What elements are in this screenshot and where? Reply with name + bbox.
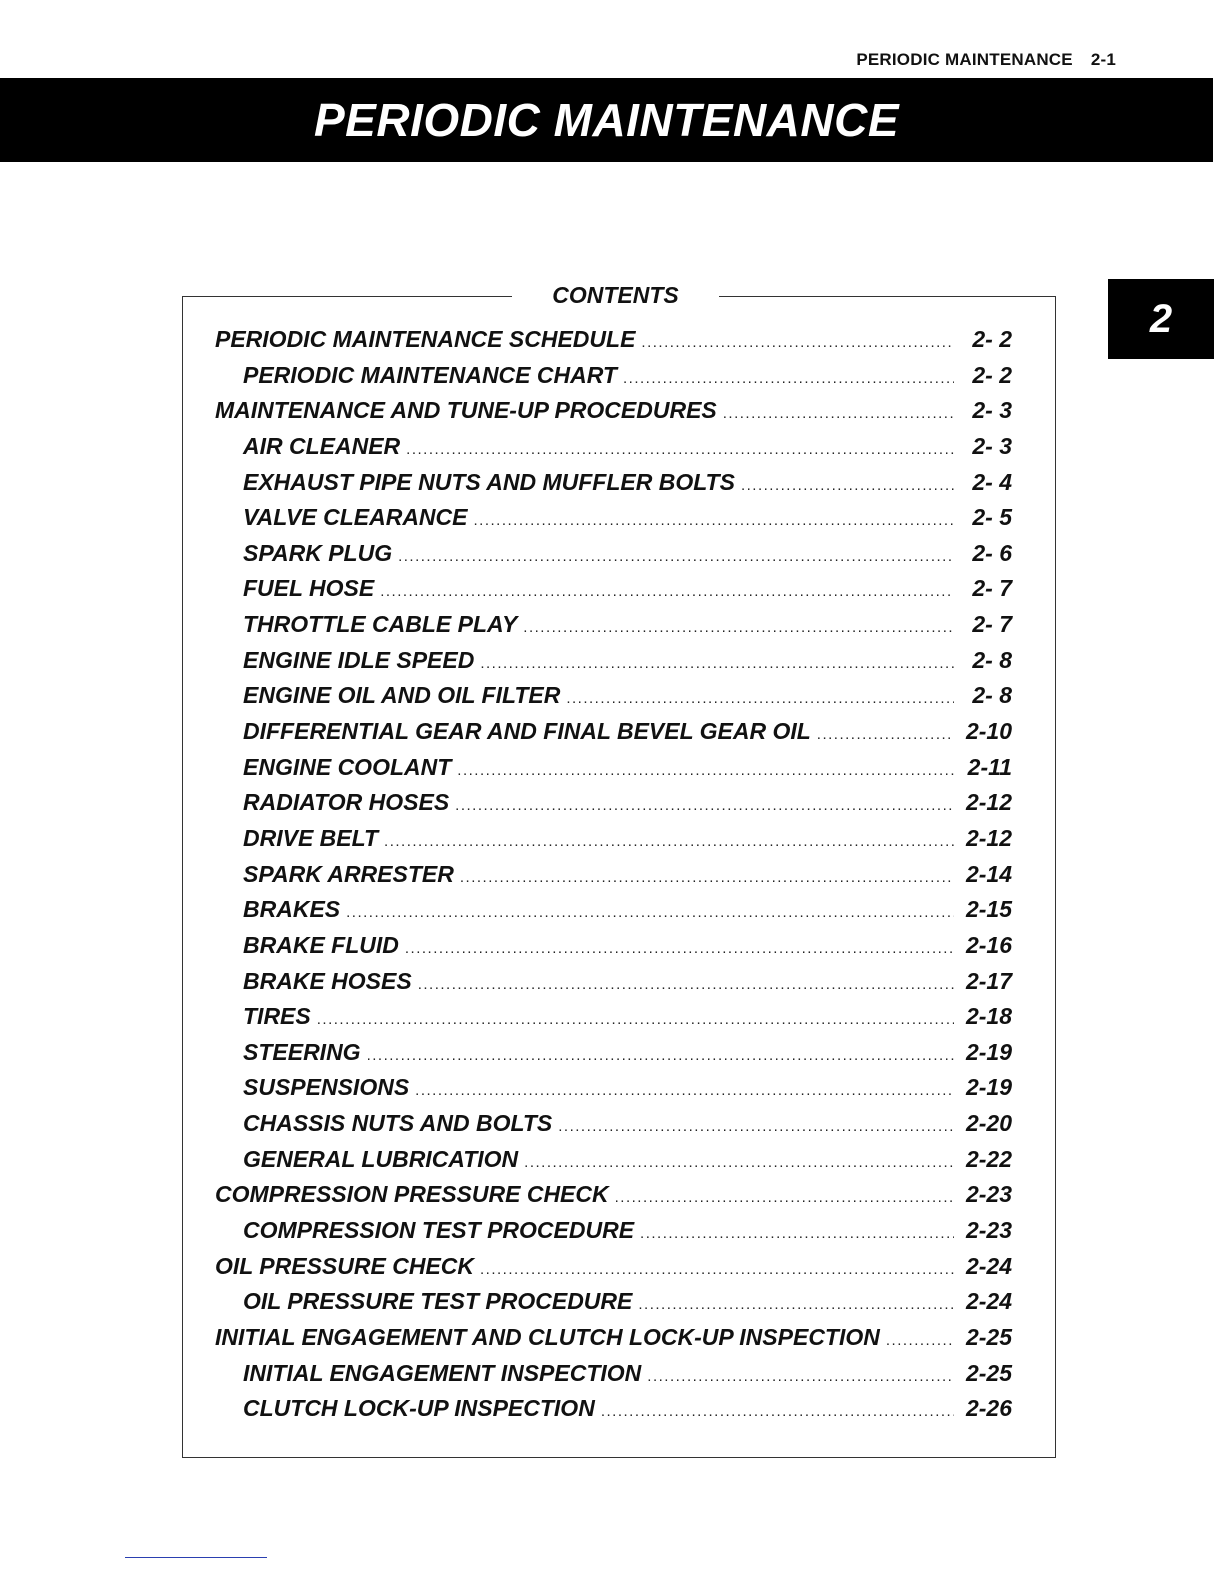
- toc-entry-page: 2- 7: [972, 611, 1012, 638]
- toc-entry-page: 2- 2: [972, 361, 1012, 388]
- toc-dot-leader: [601, 1403, 954, 1420]
- chapter-tab: [1108, 279, 1214, 359]
- toc-entry[interactable]: [215, 754, 1012, 790]
- toc-entry-title: BRAKE FLUID: [243, 931, 399, 958]
- toc-entry-title: SPARK ARRESTER: [243, 860, 454, 887]
- toc-dot-leader: [398, 548, 954, 565]
- toc-entry-page: 2-18: [965, 1003, 1012, 1030]
- toc-entry[interactable]: [215, 1110, 1012, 1146]
- toc-dot-leader: [457, 762, 954, 779]
- toc-entry-page: 2-12: [965, 789, 1012, 816]
- toc-entry[interactable]: [215, 1360, 1012, 1396]
- toc-entry[interactable]: [215, 575, 1012, 611]
- toc-entry-title: MAINTENANCE AND TUNE-UP PROCEDURES: [215, 397, 717, 424]
- toc-dot-leader: [346, 904, 954, 921]
- contents-frame-top-rule-left: [182, 296, 512, 297]
- contents-heading: CONTENTS: [552, 282, 679, 308]
- toc-entry-page: 2-23: [965, 1217, 1012, 1244]
- toc-entry-page: 2-24: [965, 1288, 1012, 1315]
- toc-entry-page: 2-20: [965, 1110, 1012, 1137]
- running-head-page-number: 2-1: [1090, 50, 1116, 69]
- toc-dot-leader: [367, 1047, 954, 1064]
- toc-entry[interactable]: [215, 1074, 1012, 1110]
- toc-entry[interactable]: [215, 968, 1012, 1004]
- toc-entry-page: 2-19: [965, 1074, 1012, 1101]
- running-head: [856, 50, 1116, 70]
- toc-entry-title: THROTTLE CABLE PLAY: [243, 611, 518, 638]
- toc-dot-leader: [406, 441, 954, 458]
- chapter-banner-title: PERIODIC MAINTENANCE: [0, 78, 1213, 162]
- toc-dot-leader: [460, 869, 954, 886]
- toc-dot-leader: [523, 619, 954, 636]
- toc-entry[interactable]: [215, 718, 1012, 754]
- toc-entry-page: 2- 6: [972, 539, 1012, 566]
- toc-entry-page: 2- 2: [972, 326, 1012, 352]
- toc-entry-page: 2- 4: [972, 468, 1012, 495]
- toc-entry-title: BRAKE HOSES: [243, 967, 412, 994]
- toc-entry-title: ENGINE IDLE SPEED: [243, 646, 475, 673]
- toc-dot-leader: [641, 334, 954, 351]
- toc-entry-title: OIL PRESSURE CHECK: [215, 1252, 475, 1279]
- contents-frame-top-rule-right: [719, 296, 1056, 297]
- toc-entry[interactable]: [215, 433, 1012, 469]
- toc-dot-leader: [480, 1261, 954, 1278]
- toc-entry-title: DIFFERENTIAL GEAR AND FINAL BEVEL GEAR OIL: [243, 718, 811, 745]
- toc-dot-leader: [615, 1189, 954, 1206]
- toc-entry-page: 2-14: [965, 860, 1012, 887]
- toc-entry-title: PERIODIC MAINTENANCE CHART: [243, 361, 617, 388]
- toc-dot-leader: [566, 690, 954, 707]
- toc-dot-leader: [558, 1118, 954, 1135]
- toc-dot-leader: [817, 726, 954, 743]
- toc-entry-page: 2-16: [965, 931, 1012, 958]
- toc-entry[interactable]: [215, 1039, 1012, 1075]
- toc-dot-leader: [886, 1332, 954, 1349]
- toc-entry-title: INITIAL ENGAGEMENT AND CLUTCH LOCK-UP INSPECTION: [215, 1323, 880, 1350]
- toc-entry[interactable]: [215, 1288, 1012, 1324]
- toc-dot-leader: [384, 833, 954, 850]
- toc-entry[interactable]: [215, 1253, 1012, 1289]
- toc-dot-leader: [415, 1082, 954, 1099]
- toc-dot-leader: [524, 1154, 954, 1171]
- toc-entry-page: 2-12: [965, 824, 1012, 851]
- toc-dot-leader: [474, 512, 955, 529]
- toc-entry-page: 2- 7: [972, 575, 1012, 602]
- toc-entry[interactable]: [215, 1003, 1012, 1039]
- toc-entry-page: 2- 3: [972, 397, 1012, 424]
- toc-entry-page: 2-11: [967, 753, 1012, 780]
- toc-entry-title: BRAKES: [243, 896, 341, 923]
- toc-entry-page: 2-25: [965, 1323, 1012, 1350]
- toc-entry[interactable]: [215, 1217, 1012, 1253]
- toc-dot-leader: [741, 477, 954, 494]
- toc-dot-leader: [418, 976, 954, 993]
- toc-entry-page: 2- 8: [972, 646, 1012, 673]
- toc-entry[interactable]: [215, 1146, 1012, 1182]
- toc-entry-page: 2-19: [965, 1038, 1012, 1065]
- toc-entry-page: 2- 3: [972, 432, 1012, 459]
- toc-entry-title: OIL PRESSURE TEST PROCEDURE: [243, 1288, 633, 1315]
- toc-dot-leader: [623, 370, 954, 387]
- toc-entry[interactable]: [215, 469, 1012, 505]
- toc-entry-title: GENERAL LUBRICATION: [243, 1145, 519, 1172]
- toc-entry-title: RADIATOR HOSES: [243, 789, 450, 816]
- toc-entry-title: STEERING: [243, 1038, 361, 1065]
- toc-entry-title: VALVE CLEARANCE: [243, 504, 468, 531]
- toc-dot-leader: [640, 1225, 954, 1242]
- toc-entry-title: DRIVE BELT: [243, 824, 379, 851]
- chapter-tab-number: 2: [1149, 296, 1173, 341]
- toc-dot-leader: [647, 1368, 954, 1385]
- toc-dot-leader: [638, 1296, 954, 1313]
- toc-entry-page: 2-26: [965, 1395, 1012, 1422]
- toc-entry-title: SPARK PLUG: [243, 539, 393, 566]
- toc-entry-title: PERIODIC MAINTENANCE SCHEDULE: [215, 326, 636, 352]
- toc-entry-page: 2-15: [965, 896, 1012, 923]
- toc-entry-page: 2-17: [965, 967, 1012, 994]
- toc-entry-page: 2-23: [965, 1181, 1012, 1208]
- toc-entry[interactable]: [215, 1181, 1012, 1217]
- toc-dot-leader: [405, 940, 954, 957]
- toc-entry-title: CLUTCH LOCK-UP INSPECTION: [243, 1395, 595, 1422]
- toc-entry-page: 2-24: [965, 1252, 1012, 1279]
- toc-entry-title: COMPRESSION TEST PROCEDURE: [243, 1217, 635, 1244]
- toc-entry[interactable]: [215, 861, 1012, 897]
- toc-entry[interactable]: [215, 825, 1012, 861]
- toc-entry-title: SUSPENSIONS: [243, 1074, 410, 1101]
- toc-entry-title: TIRES: [243, 1003, 311, 1030]
- toc-entry[interactable]: [215, 1324, 1012, 1360]
- toc-dot-leader: [723, 405, 954, 422]
- toc-entry[interactable]: [215, 896, 1012, 932]
- toc-dot-leader: [380, 583, 954, 600]
- toc-entry[interactable]: [215, 647, 1012, 683]
- toc-entry[interactable]: [215, 611, 1012, 647]
- toc-entry-title: ENGINE COOLANT: [243, 753, 452, 780]
- toc-dot-leader: [455, 797, 954, 814]
- toc-dot-leader: [480, 655, 954, 672]
- toc-entry-title: INITIAL ENGAGEMENT INSPECTION: [243, 1359, 642, 1386]
- running-head-section: PERIODIC MAINTENANCE: [856, 50, 1073, 69]
- toc-entry[interactable]: [215, 682, 1012, 718]
- toc-entry[interactable]: [215, 932, 1012, 968]
- footer-rule: [125, 1557, 267, 1558]
- toc-entry-title: FUEL HOSE: [243, 575, 375, 602]
- toc-entry[interactable]: [215, 540, 1012, 576]
- toc-entry-title: ENGINE OIL AND OIL FILTER: [243, 682, 561, 709]
- toc-entry[interactable]: [215, 326, 1012, 362]
- toc-entry[interactable]: [215, 504, 1012, 540]
- toc-entry[interactable]: [215, 1395, 1012, 1431]
- toc-entry-page: 2-25: [965, 1359, 1012, 1386]
- toc-entry-title: AIR CLEANER: [243, 432, 401, 459]
- toc-dot-leader: [317, 1011, 954, 1028]
- toc-entry[interactable]: [215, 789, 1012, 825]
- toc-entry-page: 2- 8: [972, 682, 1012, 709]
- toc-entry-page: 2-10: [965, 718, 1012, 745]
- toc-entry[interactable]: [215, 397, 1012, 433]
- toc-entry[interactable]: [215, 362, 1012, 398]
- toc-entry-page: 2-22: [965, 1145, 1012, 1172]
- toc-entry-title: COMPRESSION PRESSURE CHECK: [215, 1181, 609, 1208]
- toc-entry-page: 2- 5: [972, 504, 1012, 531]
- toc-entry-title: CHASSIS NUTS AND BOLTS: [243, 1110, 553, 1137]
- toc-entry-title: EXHAUST PIPE NUTS AND MUFFLER BOLTS: [243, 468, 735, 495]
- table-of-contents: [215, 326, 1012, 1431]
